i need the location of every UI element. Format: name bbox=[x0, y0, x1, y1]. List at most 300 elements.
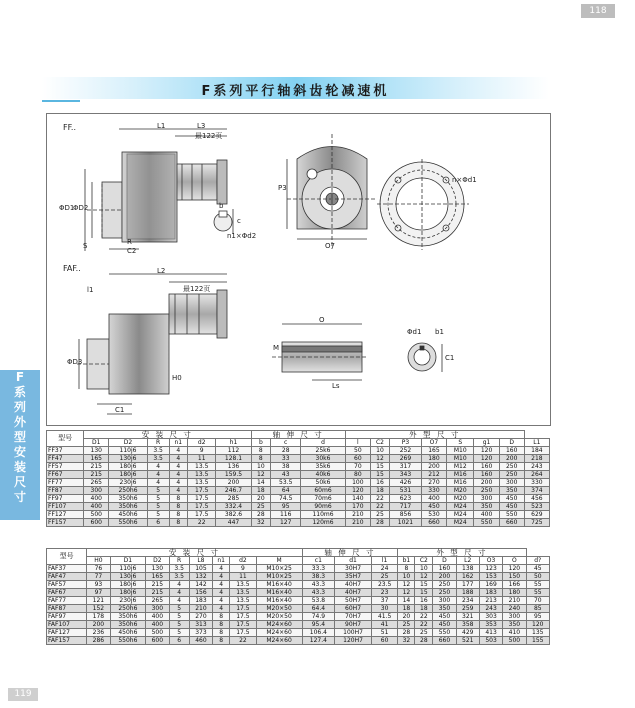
value-cell: 8 bbox=[169, 503, 187, 511]
value-cell: 200 bbox=[87, 621, 110, 629]
value-cell: 426 bbox=[390, 479, 422, 487]
value-cell: M20×50 bbox=[256, 605, 302, 613]
column-header: S bbox=[446, 439, 474, 447]
value-cell: 9 bbox=[187, 447, 215, 455]
value-cell: 212 bbox=[421, 471, 446, 479]
value-cell: 400 bbox=[421, 495, 446, 503]
side-tab-char: 安 bbox=[13, 445, 26, 459]
value-cell: 156 bbox=[189, 589, 212, 597]
value-cell: 350h6 bbox=[109, 503, 147, 511]
column-header: c bbox=[271, 439, 301, 447]
value-cell: 22 bbox=[415, 621, 433, 629]
value-cell: 64 bbox=[271, 487, 301, 495]
value-cell: 382.6 bbox=[216, 511, 251, 519]
value-cell: 13.5 bbox=[230, 581, 256, 589]
value-cell: M24 bbox=[446, 519, 474, 527]
table-row bbox=[47, 519, 550, 527]
page-number-top: 118 bbox=[581, 4, 615, 18]
model-cell: FAF157 bbox=[47, 637, 87, 645]
value-cell: 20 bbox=[251, 495, 271, 503]
value-cell: 317 bbox=[390, 463, 422, 471]
value-cell: 4 bbox=[147, 479, 169, 487]
value-cell: 18 bbox=[415, 605, 433, 613]
value-cell: 210 bbox=[345, 511, 370, 519]
value-cell: 28 bbox=[398, 629, 415, 637]
value-cell: 25 bbox=[251, 503, 271, 511]
value-cell: 4 bbox=[169, 581, 189, 589]
value-cell: 300 bbox=[499, 479, 524, 487]
value-cell: 500 bbox=[84, 511, 109, 519]
column-header: l bbox=[345, 439, 370, 447]
value-cell: 120H7 bbox=[335, 637, 372, 645]
value-cell: 550 bbox=[474, 519, 499, 527]
value-cell: 215 bbox=[146, 589, 169, 597]
value-cell: 269 bbox=[390, 455, 422, 463]
value-cell: 112 bbox=[216, 447, 251, 455]
value-cell: 717 bbox=[390, 503, 422, 511]
value-cell: 183 bbox=[189, 597, 212, 605]
value-cell: 236 bbox=[87, 629, 110, 637]
value-cell: 152 bbox=[87, 605, 110, 613]
value-cell: 95.4 bbox=[302, 621, 335, 629]
value-cell: 43.3 bbox=[302, 589, 335, 597]
key-section bbox=[214, 209, 233, 234]
value-cell: 350 bbox=[433, 605, 456, 613]
value-cell: 629 bbox=[524, 511, 549, 519]
value-cell: 330 bbox=[524, 479, 549, 487]
group-header: 外 型 尺 寸 bbox=[398, 549, 526, 557]
value-cell: 4 bbox=[169, 447, 187, 455]
value-cell: 213 bbox=[479, 597, 502, 605]
value-cell: 332.4 bbox=[216, 503, 251, 511]
value-cell: 70 bbox=[526, 597, 549, 605]
value-cell: 6 bbox=[169, 637, 189, 645]
value-cell: 25 bbox=[398, 621, 415, 629]
value-cell: 32 bbox=[398, 637, 415, 645]
table-row bbox=[47, 479, 550, 487]
value-cell: 85 bbox=[526, 605, 549, 613]
value-cell: 60m6 bbox=[301, 487, 345, 495]
label-ff: FF.. bbox=[63, 123, 77, 132]
column-header: g1 bbox=[474, 439, 499, 447]
group-header: 安 装 尺 寸 bbox=[84, 431, 251, 439]
group-header: 外 型 尺 寸 bbox=[345, 431, 524, 439]
value-cell: 413 bbox=[479, 629, 502, 637]
value-cell: 138 bbox=[456, 565, 479, 573]
value-cell: 4 bbox=[169, 463, 187, 471]
dim-nd1: n×Φd1 bbox=[452, 176, 477, 184]
value-cell: 76 bbox=[87, 565, 110, 573]
value-cell: 160 bbox=[499, 447, 524, 455]
value-cell: 210 bbox=[189, 605, 212, 613]
value-cell: 500 bbox=[503, 637, 526, 645]
value-cell: 400 bbox=[84, 503, 109, 511]
value-cell: M20×50 bbox=[256, 613, 302, 621]
value-cell: 210 bbox=[503, 597, 526, 605]
value-cell: 40H7 bbox=[335, 581, 372, 589]
column-header: L8 bbox=[189, 557, 212, 565]
value-cell: 60 bbox=[345, 455, 370, 463]
value-cell: 169 bbox=[479, 581, 502, 589]
value-cell: 250 bbox=[433, 589, 456, 597]
value-cell: 15 bbox=[370, 471, 389, 479]
value-cell: 23.5 bbox=[371, 581, 397, 589]
value-cell: 140 bbox=[345, 495, 370, 503]
dim-d2: ΦD2 bbox=[73, 204, 89, 212]
dim-l2: L2 bbox=[157, 267, 166, 275]
value-cell: 43.3 bbox=[302, 581, 335, 589]
value-cell: 300 bbox=[146, 605, 169, 613]
column-header: C2 bbox=[370, 439, 389, 447]
value-cell: 10 bbox=[398, 573, 415, 581]
value-cell: 183 bbox=[479, 589, 502, 597]
value-cell: 350h6 bbox=[110, 613, 146, 621]
value-cell: 429 bbox=[456, 629, 479, 637]
value-cell: 234 bbox=[456, 597, 479, 605]
column-header: C2 bbox=[415, 557, 433, 565]
value-cell: 500 bbox=[146, 629, 169, 637]
title-banner bbox=[42, 77, 549, 99]
value-cell: 250 bbox=[433, 581, 456, 589]
value-cell: 160 bbox=[474, 463, 499, 471]
model-cell: FF127 bbox=[47, 511, 84, 519]
column-header: O3 bbox=[479, 557, 502, 565]
value-cell: 4 bbox=[213, 573, 230, 581]
dim-r: R bbox=[127, 238, 132, 246]
value-cell: 3.5 bbox=[147, 455, 169, 463]
table-row bbox=[47, 597, 550, 605]
column-header: D1 bbox=[110, 557, 146, 565]
value-cell: 130j6 bbox=[110, 573, 146, 581]
value-cell: 17.5 bbox=[187, 487, 215, 495]
value-cell: 13.5 bbox=[187, 463, 215, 471]
value-cell: 17.5 bbox=[187, 503, 215, 511]
value-cell: 4 bbox=[213, 605, 230, 613]
value-cell: 13.5 bbox=[187, 479, 215, 487]
value-cell: 106.4 bbox=[302, 629, 335, 637]
group-header: 轴 伸 尺 寸 bbox=[302, 549, 398, 557]
value-cell: 180j6 bbox=[109, 463, 147, 471]
value-cell: 400 bbox=[84, 495, 109, 503]
value-cell: 110j6 bbox=[110, 565, 146, 573]
value-cell: 725 bbox=[524, 519, 549, 527]
value-cell: 16 bbox=[370, 479, 389, 487]
value-cell: 4 bbox=[213, 597, 230, 605]
side-tab-char: 外 bbox=[13, 415, 26, 429]
value-cell: 4 bbox=[213, 589, 230, 597]
value-cell: 343 bbox=[390, 471, 422, 479]
value-cell: 460 bbox=[189, 637, 212, 645]
dim-d1-shaft: Φd1 bbox=[407, 328, 422, 336]
value-cell: 4 bbox=[169, 471, 187, 479]
value-cell: 40k6 bbox=[301, 471, 345, 479]
value-cell: 17.5 bbox=[230, 629, 256, 637]
dim-p3: P3 bbox=[278, 184, 287, 192]
model-header: 型号 bbox=[47, 431, 84, 447]
column-header: d1 bbox=[335, 557, 372, 565]
model-cell: FAF87 bbox=[47, 605, 87, 613]
value-cell: 550h6 bbox=[110, 637, 146, 645]
value-cell: 17.5 bbox=[230, 605, 256, 613]
page-number-bottom: 119 bbox=[8, 688, 38, 701]
column-header: D1 bbox=[84, 439, 109, 447]
value-cell: 15 bbox=[370, 463, 389, 471]
value-cell: 40H7 bbox=[335, 589, 372, 597]
value-cell: 373 bbox=[189, 629, 212, 637]
value-cell: 400 bbox=[146, 613, 169, 621]
value-cell: 18 bbox=[251, 487, 271, 495]
value-cell: 200 bbox=[433, 573, 456, 581]
value-cell: 50H7 bbox=[335, 597, 372, 605]
value-cell: 250 bbox=[499, 463, 524, 471]
value-cell: 80 bbox=[345, 471, 370, 479]
value-cell: 18 bbox=[370, 487, 389, 495]
model-cell: FAF47 bbox=[47, 573, 87, 581]
value-cell: M16 bbox=[446, 479, 474, 487]
column-header: D2 bbox=[146, 557, 169, 565]
value-cell: 523 bbox=[524, 503, 549, 511]
faf-dimension-table bbox=[46, 548, 550, 645]
value-cell: M24×60 bbox=[256, 621, 302, 629]
value-cell: 450h6 bbox=[110, 629, 146, 637]
value-cell: M12 bbox=[446, 463, 474, 471]
table-row bbox=[47, 487, 550, 495]
dim-cs: C1 bbox=[115, 406, 125, 414]
value-cell: 188 bbox=[456, 589, 479, 597]
model-cell: FAF37 bbox=[47, 565, 87, 573]
value-cell: 90H7 bbox=[335, 621, 372, 629]
value-cell: 6 bbox=[147, 519, 169, 527]
value-cell: 4 bbox=[147, 463, 169, 471]
value-cell: 5 bbox=[169, 629, 189, 637]
model-cell: FAF67 bbox=[47, 589, 87, 597]
column-header: d? bbox=[526, 557, 549, 565]
side-tab-char: 寸 bbox=[13, 490, 26, 504]
value-cell: 259 bbox=[456, 605, 479, 613]
value-cell: 127 bbox=[271, 519, 301, 527]
column-header: M bbox=[256, 557, 302, 565]
value-cell: 30 bbox=[371, 605, 397, 613]
value-cell: 358 bbox=[456, 621, 479, 629]
value-cell: 447 bbox=[216, 519, 251, 527]
value-cell: 400 bbox=[146, 621, 169, 629]
value-cell: 77 bbox=[87, 573, 110, 581]
dim-n1d2: n1×Φd2 bbox=[227, 232, 257, 240]
model-cell: FF67 bbox=[47, 471, 84, 479]
value-cell: 3.5 bbox=[147, 447, 169, 455]
value-cell: 200 bbox=[216, 479, 251, 487]
model-header: 型号 bbox=[47, 549, 87, 565]
dim-m: M bbox=[273, 344, 280, 352]
model-cell: FAF97 bbox=[47, 613, 87, 621]
dim-c: c bbox=[237, 217, 241, 225]
technical-drawing bbox=[46, 113, 551, 426]
value-cell: M16×40 bbox=[256, 581, 302, 589]
value-cell: 100H7 bbox=[335, 629, 372, 637]
value-cell: 180j6 bbox=[109, 471, 147, 479]
table-row bbox=[47, 637, 550, 645]
value-cell: 116 bbox=[271, 511, 301, 519]
value-cell: 8 bbox=[169, 495, 187, 503]
value-cell: 350 bbox=[499, 487, 524, 495]
value-cell: 200 bbox=[474, 479, 499, 487]
value-cell: 8 bbox=[398, 565, 415, 573]
table-row bbox=[47, 471, 550, 479]
value-cell: 4 bbox=[169, 597, 189, 605]
dim-max122: 最122页 bbox=[195, 132, 223, 140]
column-header: h1 bbox=[216, 439, 251, 447]
value-cell: 530 bbox=[421, 511, 446, 519]
column-header: P3 bbox=[390, 439, 422, 447]
dim-d1: ΦD1 bbox=[59, 204, 75, 212]
value-cell: 13.5 bbox=[187, 471, 215, 479]
value-cell: 28 bbox=[251, 511, 271, 519]
value-cell: 215 bbox=[84, 471, 109, 479]
title-underline bbox=[42, 100, 80, 102]
column-header: D bbox=[499, 439, 524, 447]
value-cell: 4 bbox=[147, 471, 169, 479]
table-row bbox=[47, 503, 550, 511]
value-cell: M10×25 bbox=[256, 565, 302, 573]
side-tab-char: 装 bbox=[13, 460, 26, 474]
value-cell: 8 bbox=[251, 447, 271, 455]
page-title: F系列平行轴斜齿轮减速机 bbox=[201, 84, 390, 99]
value-cell: 374 bbox=[524, 487, 549, 495]
value-cell: 11 bbox=[187, 455, 215, 463]
value-cell: 38 bbox=[271, 463, 301, 471]
table-row bbox=[47, 495, 550, 503]
value-cell: 230j6 bbox=[109, 479, 147, 487]
value-cell: M20 bbox=[446, 487, 474, 495]
value-cell: 180j6 bbox=[110, 589, 146, 597]
table-row bbox=[47, 621, 550, 629]
value-cell: 5 bbox=[169, 621, 189, 629]
value-cell: 17.5 bbox=[187, 511, 215, 519]
value-cell: 660 bbox=[499, 519, 524, 527]
value-cell: M10 bbox=[446, 447, 474, 455]
table-row bbox=[47, 589, 550, 597]
value-cell: 90m6 bbox=[301, 503, 345, 511]
column-header: O bbox=[503, 557, 526, 565]
side-tab-char: 列 bbox=[13, 400, 26, 414]
model-cell: FAF77 bbox=[47, 597, 87, 605]
dim-l1-faf: l1 bbox=[87, 286, 94, 294]
value-cell: 25 bbox=[415, 629, 433, 637]
value-cell: M24×60 bbox=[256, 637, 302, 645]
table-row bbox=[47, 605, 550, 613]
value-cell: 180 bbox=[503, 589, 526, 597]
value-cell: 10 bbox=[370, 447, 389, 455]
value-cell: 51 bbox=[371, 629, 397, 637]
value-cell: 120m6 bbox=[301, 519, 345, 527]
value-cell: 70 bbox=[345, 463, 370, 471]
value-cell: 22 bbox=[370, 495, 389, 503]
value-cell: 350 bbox=[503, 621, 526, 629]
value-cell: 200 bbox=[499, 455, 524, 463]
value-cell: 132 bbox=[189, 573, 212, 581]
table-row bbox=[47, 629, 550, 637]
table-row bbox=[47, 463, 550, 471]
value-cell: 230j6 bbox=[110, 597, 146, 605]
value-cell: 4 bbox=[169, 479, 187, 487]
value-cell: 53.5 bbox=[271, 479, 301, 487]
value-cell: 660 bbox=[433, 637, 456, 645]
value-cell: 93 bbox=[87, 581, 110, 589]
value-cell: 17.5 bbox=[230, 613, 256, 621]
table-row bbox=[47, 573, 550, 581]
value-cell: 450 bbox=[433, 621, 456, 629]
model-cell: FAF107 bbox=[47, 621, 87, 629]
dim-l1: L1 bbox=[157, 122, 166, 130]
value-cell: 300 bbox=[433, 597, 456, 605]
value-cell: 17.5 bbox=[230, 621, 256, 629]
value-cell: 300 bbox=[84, 487, 109, 495]
value-cell: 5 bbox=[169, 605, 189, 613]
table-row bbox=[47, 613, 550, 621]
value-cell: 600 bbox=[146, 637, 169, 645]
model-cell: FF157 bbox=[47, 519, 84, 527]
value-cell: 20 bbox=[398, 613, 415, 621]
value-cell: 120 bbox=[474, 447, 499, 455]
value-cell: 35H7 bbox=[335, 573, 372, 581]
model-cell: FF87 bbox=[47, 487, 84, 495]
column-header: d2 bbox=[187, 439, 215, 447]
value-cell: 8 bbox=[169, 511, 187, 519]
value-cell: 25k6 bbox=[301, 447, 345, 455]
model-cell: FF107 bbox=[47, 503, 84, 511]
value-cell: 170 bbox=[345, 503, 370, 511]
value-cell: 4 bbox=[213, 581, 230, 589]
value-cell: M10 bbox=[446, 455, 474, 463]
value-cell: 5 bbox=[147, 495, 169, 503]
label-faf: FAF.. bbox=[63, 264, 81, 273]
value-cell: 165 bbox=[421, 447, 446, 455]
value-cell: 10 bbox=[415, 565, 433, 573]
column-header: b bbox=[251, 439, 271, 447]
value-cell: 25 bbox=[371, 573, 397, 581]
value-cell: 270 bbox=[189, 613, 212, 621]
value-cell: 503 bbox=[479, 637, 502, 645]
value-cell: 321 bbox=[456, 613, 479, 621]
value-cell: 550h6 bbox=[109, 519, 147, 527]
value-cell: 550 bbox=[499, 511, 524, 519]
side-tab bbox=[0, 370, 40, 520]
value-cell: 8 bbox=[213, 629, 230, 637]
drawing-svg bbox=[47, 114, 550, 425]
dim-ls: Ls bbox=[332, 382, 340, 390]
value-cell: 165 bbox=[146, 573, 169, 581]
value-cell: 41.5 bbox=[371, 613, 397, 621]
column-header: D2 bbox=[109, 439, 147, 447]
value-cell: 450h6 bbox=[109, 511, 147, 519]
value-cell: 55 bbox=[526, 589, 549, 597]
value-cell: 12 bbox=[398, 581, 415, 589]
table-row bbox=[47, 447, 550, 455]
table-row bbox=[47, 455, 550, 463]
value-cell: 130 bbox=[146, 565, 169, 573]
value-cell: 162 bbox=[456, 573, 479, 581]
value-cell: 166 bbox=[503, 581, 526, 589]
value-cell: 350 bbox=[474, 503, 499, 511]
column-header: R bbox=[169, 557, 189, 565]
value-cell: 178 bbox=[87, 613, 110, 621]
value-cell: 4 bbox=[213, 565, 230, 573]
side-tab-char: 系 bbox=[13, 385, 26, 399]
value-cell: 250h6 bbox=[110, 605, 146, 613]
value-cell: 180j6 bbox=[110, 581, 146, 589]
value-cell: 30k6 bbox=[301, 455, 345, 463]
value-cell: 8 bbox=[251, 455, 271, 463]
